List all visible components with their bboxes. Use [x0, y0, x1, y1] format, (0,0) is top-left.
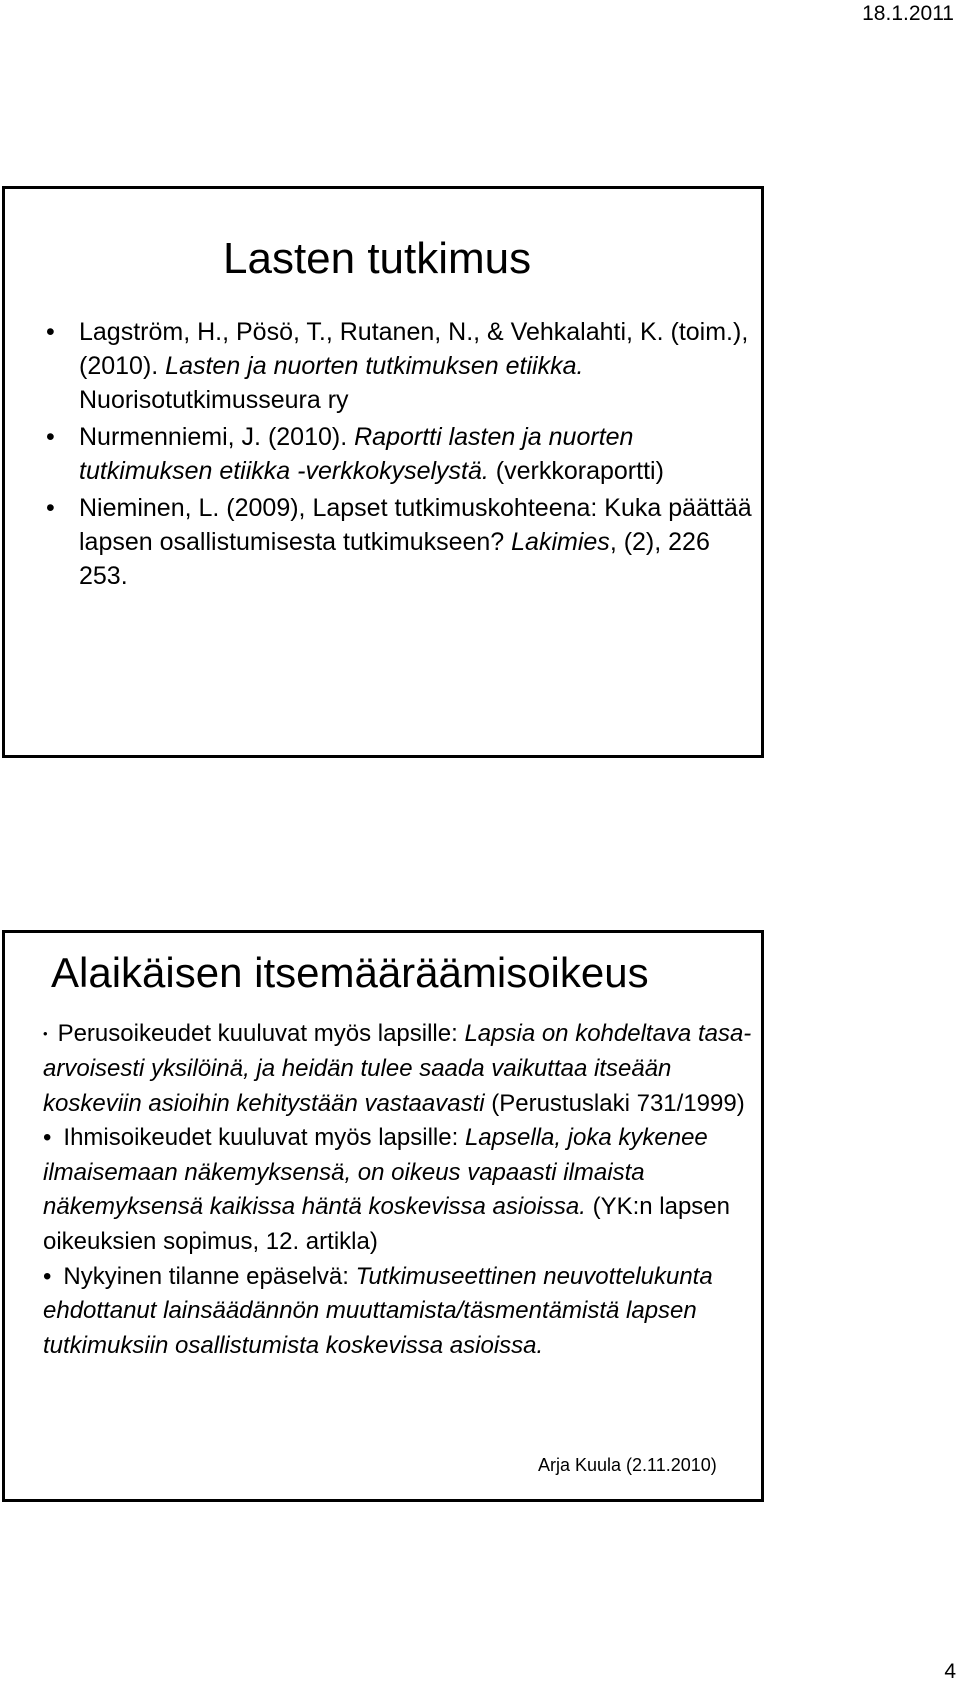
item-text-tail: (verkkoraportti): [488, 457, 664, 485]
list-item: [46, 315, 759, 417]
reference-list: [46, 315, 759, 596]
item-text: Nykyinen tilanne epäselvä:: [63, 1262, 356, 1290]
item-italic-text: Lakimies: [511, 528, 610, 556]
bullet-icon: •: [43, 1124, 52, 1152]
list-item: [43, 1260, 763, 1364]
page-number: 4: [944, 1660, 956, 1683]
item-italic-text: Lapsia on kohdeltava tasa-arvoisesti yksilöinä, ja heidän tulee saada vaikuttaa itseään koskeviin asioihin kehitystään vastaavasti: [43, 1020, 752, 1117]
item-text-tail: Nuorisotutkimusseura ry: [79, 386, 349, 414]
item-text-tail: (Perustuslaki 731/1999): [484, 1089, 745, 1117]
item-text: Perusoikeudet kuuluvat myös lapsille:: [57, 1020, 465, 1047]
item-text: Ihmisoikeudet kuuluvat myös lapsille:: [63, 1124, 465, 1152]
slide-lasten-tutkimus: [2, 186, 764, 758]
bullet-list: [43, 1017, 763, 1363]
item-text-tail: (YK:n lapsen oikeuksien sopimus, 12. artikla): [43, 1193, 731, 1255]
bullet-icon: •: [46, 318, 55, 346]
item-text-tail: , (2), 226 253.: [79, 528, 710, 590]
bullet-icon: •: [46, 494, 55, 522]
bullet-icon: •: [46, 423, 55, 451]
item-text: Nieminen, L. (2009), Lapset tutkimuskohteena: Kuka päättää lapsen osallistumisesta tutkimukseen?: [79, 494, 752, 556]
list-item: [43, 1121, 763, 1259]
item-italic-text: Tutkimuseettinen neuvottelukunta ehdottanut lainsäädännön muuttamista/täsmentämistä lapsen tutkimuksiin osallistumista koskevissa asioissa.: [43, 1262, 713, 1359]
item-text: Nurmenniemi, J. (2010).: [79, 423, 355, 451]
bullet-icon: •: [43, 1262, 52, 1290]
slide-alaikaisen-itsemaaraamisoikeus: [2, 930, 764, 1502]
bullet-icon: •: [43, 1026, 48, 1042]
slide-title: Alaikäisen itsemääräämisoikeus: [51, 949, 649, 996]
page-date: 18.1.2011: [862, 2, 954, 25]
slide-credit: Arja Kuula (2.11.2010): [538, 1455, 717, 1475]
list-item: [46, 420, 759, 488]
list-item: [46, 491, 759, 593]
item-text: Lagström, H., Pösö, T., Rutanen, N., & Vehkalahti, K. (toim.), (2010).: [79, 318, 749, 380]
slide-title: Lasten tutkimus: [223, 234, 532, 283]
item-italic-text: Raportti lasten ja nuorten tutkimuksen etiikka -verkkokyselystä.: [79, 423, 634, 485]
item-italic-text: Lapsella, joka kykenee ilmaisemaan näkemyksensä, on oikeus vapaasti ilmaista näkemyksensä kaikissa häntä koskevissa asioissa.: [43, 1124, 708, 1221]
list-item: [43, 1017, 763, 1121]
item-italic-text: Lasten ja nuorten tutkimuksen etiikka.: [165, 352, 584, 380]
